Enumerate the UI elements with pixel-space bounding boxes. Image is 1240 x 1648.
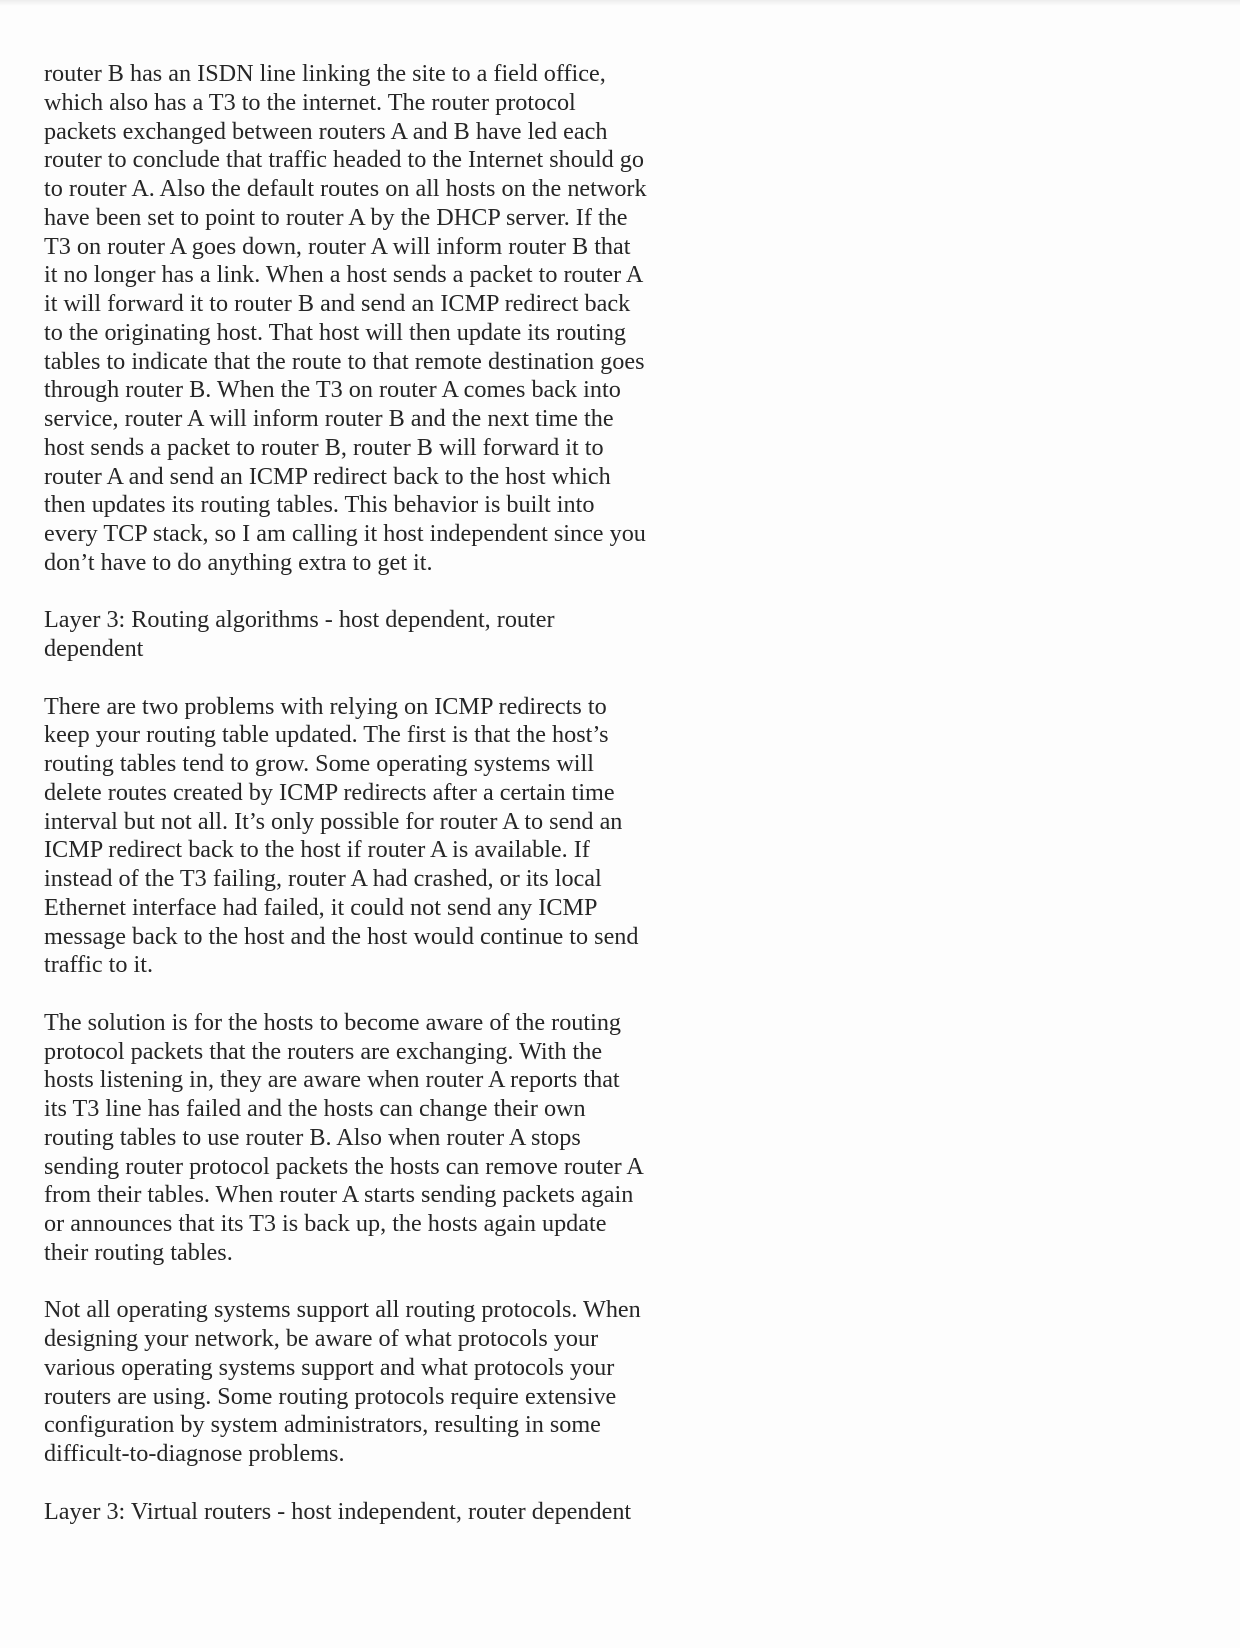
text-line: The solution is for the hosts to become aware of the routing [44, 1008, 622, 1036]
paragraph-os-support [44, 1296, 684, 1469]
text-line: don’t have to do anything extra to get it. [44, 548, 433, 576]
section-heading-routing-algorithms [44, 606, 684, 664]
heading-line: Layer 3: Routing algorithms - host dependent, router [44, 606, 555, 634]
text-line: routing tables tend to grow. Some operating systems will [44, 750, 594, 777]
text-line: it no longer has a link. When a host sends a packet to router A [44, 261, 644, 289]
text-line: their routing tables. [44, 1238, 233, 1266]
text-line: various operating systems support and what protocols your [44, 1353, 615, 1381]
text-line: Not all operating systems support all routing protocols. When [44, 1296, 641, 1324]
text-column [44, 60, 684, 1526]
text-line: host sends a packet to router B, router B will forward it to [44, 433, 604, 461]
text-line: to router A. Also the default routes on all hosts on the network [44, 175, 647, 202]
text-line: routing tables to use router B. Also when router A stops [44, 1123, 581, 1151]
text-line: delete routes created by ICMP redirects after a certain time [44, 778, 615, 806]
heading-line: Layer 3: Virtual routers - host independent, router dependent [44, 1497, 632, 1525]
text-line: its T3 line has failed and the hosts can change their own [44, 1095, 586, 1122]
scan-edge-shadow [0, 0, 1240, 6]
heading-line: dependent [44, 635, 144, 662]
text-line: router A and send an ICMP redirect back to the host which [44, 462, 611, 490]
paragraph-spacer [44, 1268, 684, 1297]
text-line: There are two problems with relying on ICMP redirects to [44, 692, 607, 720]
text-line: packets exchanged between routers A and B have led each [44, 117, 608, 145]
paragraph-solution [44, 1009, 684, 1268]
text-line: Ethernet interface had failed, it could not send any ICMP [44, 893, 598, 921]
text-line: interval but not all. It’s only possible for router A to send an [44, 807, 623, 835]
text-line: message back to the host and the host would continue to send [44, 922, 639, 950]
text-line: from their tables. When router A starts sending packets again [44, 1181, 634, 1209]
text-line: have been set to point to router A by the DHCP server. If the [44, 203, 628, 231]
text-line: then updates its routing tables. This behavior is built into [44, 491, 595, 519]
paragraph-icmp-redirect-example [44, 60, 684, 578]
text-line: designing your network, be aware of what protocols your [44, 1325, 599, 1352]
text-line: service, router A will inform router B and the next time the [44, 405, 614, 432]
text-line: every TCP stack, so I am calling it host independent since you [44, 520, 646, 547]
text-line: T3 on router A goes down, router A will inform router B that [44, 232, 631, 260]
section-heading-virtual-routers [44, 1498, 684, 1527]
text-line: router B has an ISDN line linking the site to a field office, [44, 60, 606, 87]
paragraph-spacer [44, 664, 684, 693]
text-line: sending router protocol packets the hosts can remove router A [44, 1152, 644, 1180]
text-line: traffic to it. [44, 951, 154, 979]
text-line: or announces that its T3 is back up, the hosts again update [44, 1210, 607, 1237]
text-line: ICMP redirect back to the host if router A is available. If [44, 836, 590, 864]
paragraph-spacer [44, 1469, 684, 1498]
text-line: protocol packets that the routers are exchanging. With the [44, 1037, 603, 1065]
text-line: tables to indicate that the route to that remote destination goes [44, 347, 645, 375]
text-line: configuration by system administrators, resulting in some [44, 1411, 601, 1439]
text-line: router to conclude that traffic headed to the Internet should go [44, 146, 644, 174]
paragraph-icmp-problems [44, 693, 684, 981]
text-line: difficult-to-diagnose problems. [44, 1440, 345, 1467]
text-line: routers are using. Some routing protocols require extensive [44, 1382, 617, 1410]
text-line: through router B. When the T3 on router A comes back into [44, 376, 621, 404]
text-line: to the originating host. That host will then update its routing [44, 318, 627, 346]
text-line: hosts listening in, they are aware when router A reports that [44, 1066, 620, 1094]
text-line: which also has a T3 to the internet. The router protocol [44, 88, 576, 116]
paragraph-spacer [44, 980, 684, 1009]
text-line: it will forward it to router B and send an ICMP redirect back [44, 290, 631, 317]
text-line: keep your routing table updated. The first is that the host’s [44, 721, 609, 749]
text-line: instead of the T3 failing, router A had crashed, or its local [44, 865, 602, 892]
paragraph-spacer [44, 578, 684, 607]
